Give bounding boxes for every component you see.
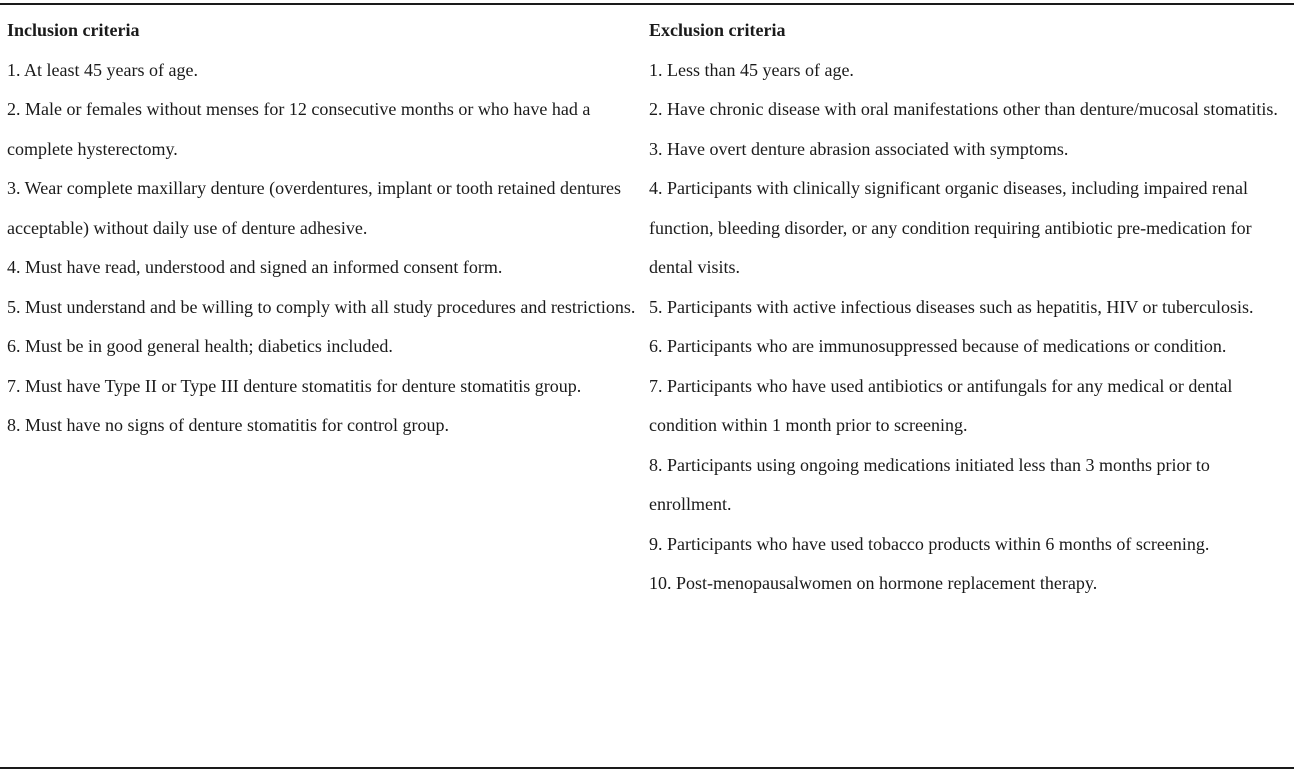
inclusion-list (7, 51, 637, 446)
table-bottom-rule (0, 767, 1294, 769)
exclusion-item-2: 2. Have chronic disease with oral manifestations other than denture/mucosal stomatitis. (649, 99, 1278, 119)
exclusion-item-1: 1. Less than 45 years of age. (649, 59, 854, 80)
exclusion-item-9: 9. Participants who have used tobacco products within 6 months of screening. (649, 533, 1210, 554)
inclusion-item-7: 7. Must have Type II or Type III denture stomatitis for denture stomatitis group. (7, 375, 582, 396)
exclusion-item-6: 6. Participants who are immunosuppressed because of medications or condition. (649, 336, 1227, 356)
inclusion-item-6: 6. Must be in good general health; diabetics included. (7, 336, 393, 356)
table-top-rule (0, 3, 1294, 5)
exclusion-item-5: 5. Participants with active infectious diseases such as hepatitis, HIV or tuberculosis. (649, 296, 1254, 317)
exclusion-column (649, 11, 1291, 604)
exclusion-item-7: 7. Participants who have used antibiotics or antifungals for any medical or dental condition within 1 month prior to screening. (649, 375, 1233, 435)
exclusion-item-3: 3. Have overt denture abrasion associated with symptoms. (649, 138, 1069, 159)
inclusion-item-2: 2. Male or females without menses for 12 consecutive months or who have had a complete hysterectomy. (7, 99, 591, 159)
inclusion-header: Inclusion criteria (7, 20, 140, 40)
inclusion-item-5: 5. Must understand and be willing to comply with all study procedures and restrictions. (7, 296, 636, 317)
exclusion-list (649, 51, 1291, 604)
inclusion-item-1: 1. At least 45 years of age. (7, 59, 198, 80)
exclusion-header: Exclusion criteria (649, 20, 786, 40)
exclusion-item-4: 4. Participants with clinically significant organic diseases, including impaired renal function, bleeding disorder, or any condition requiring antibiotic pre-medication for dental visits. (649, 178, 1252, 277)
inclusion-column (7, 11, 637, 446)
inclusion-item-3: 3. Wear complete maxillary denture (overdentures, implant or tooth retained dentures acceptable) without daily use of denture adhesive. (7, 178, 622, 238)
exclusion-item-8: 8. Participants using ongoing medications initiated less than 3 months prior to enrollment. (649, 454, 1210, 514)
inclusion-item-4: 4. Must have read, understood and signed an informed consent form. (7, 257, 503, 277)
exclusion-item-10: 10. Post-menopausalwomen on hormone replacement therapy. (649, 573, 1098, 593)
inclusion-item-8: 8. Must have no signs of denture stomatitis for control group. (7, 415, 449, 435)
